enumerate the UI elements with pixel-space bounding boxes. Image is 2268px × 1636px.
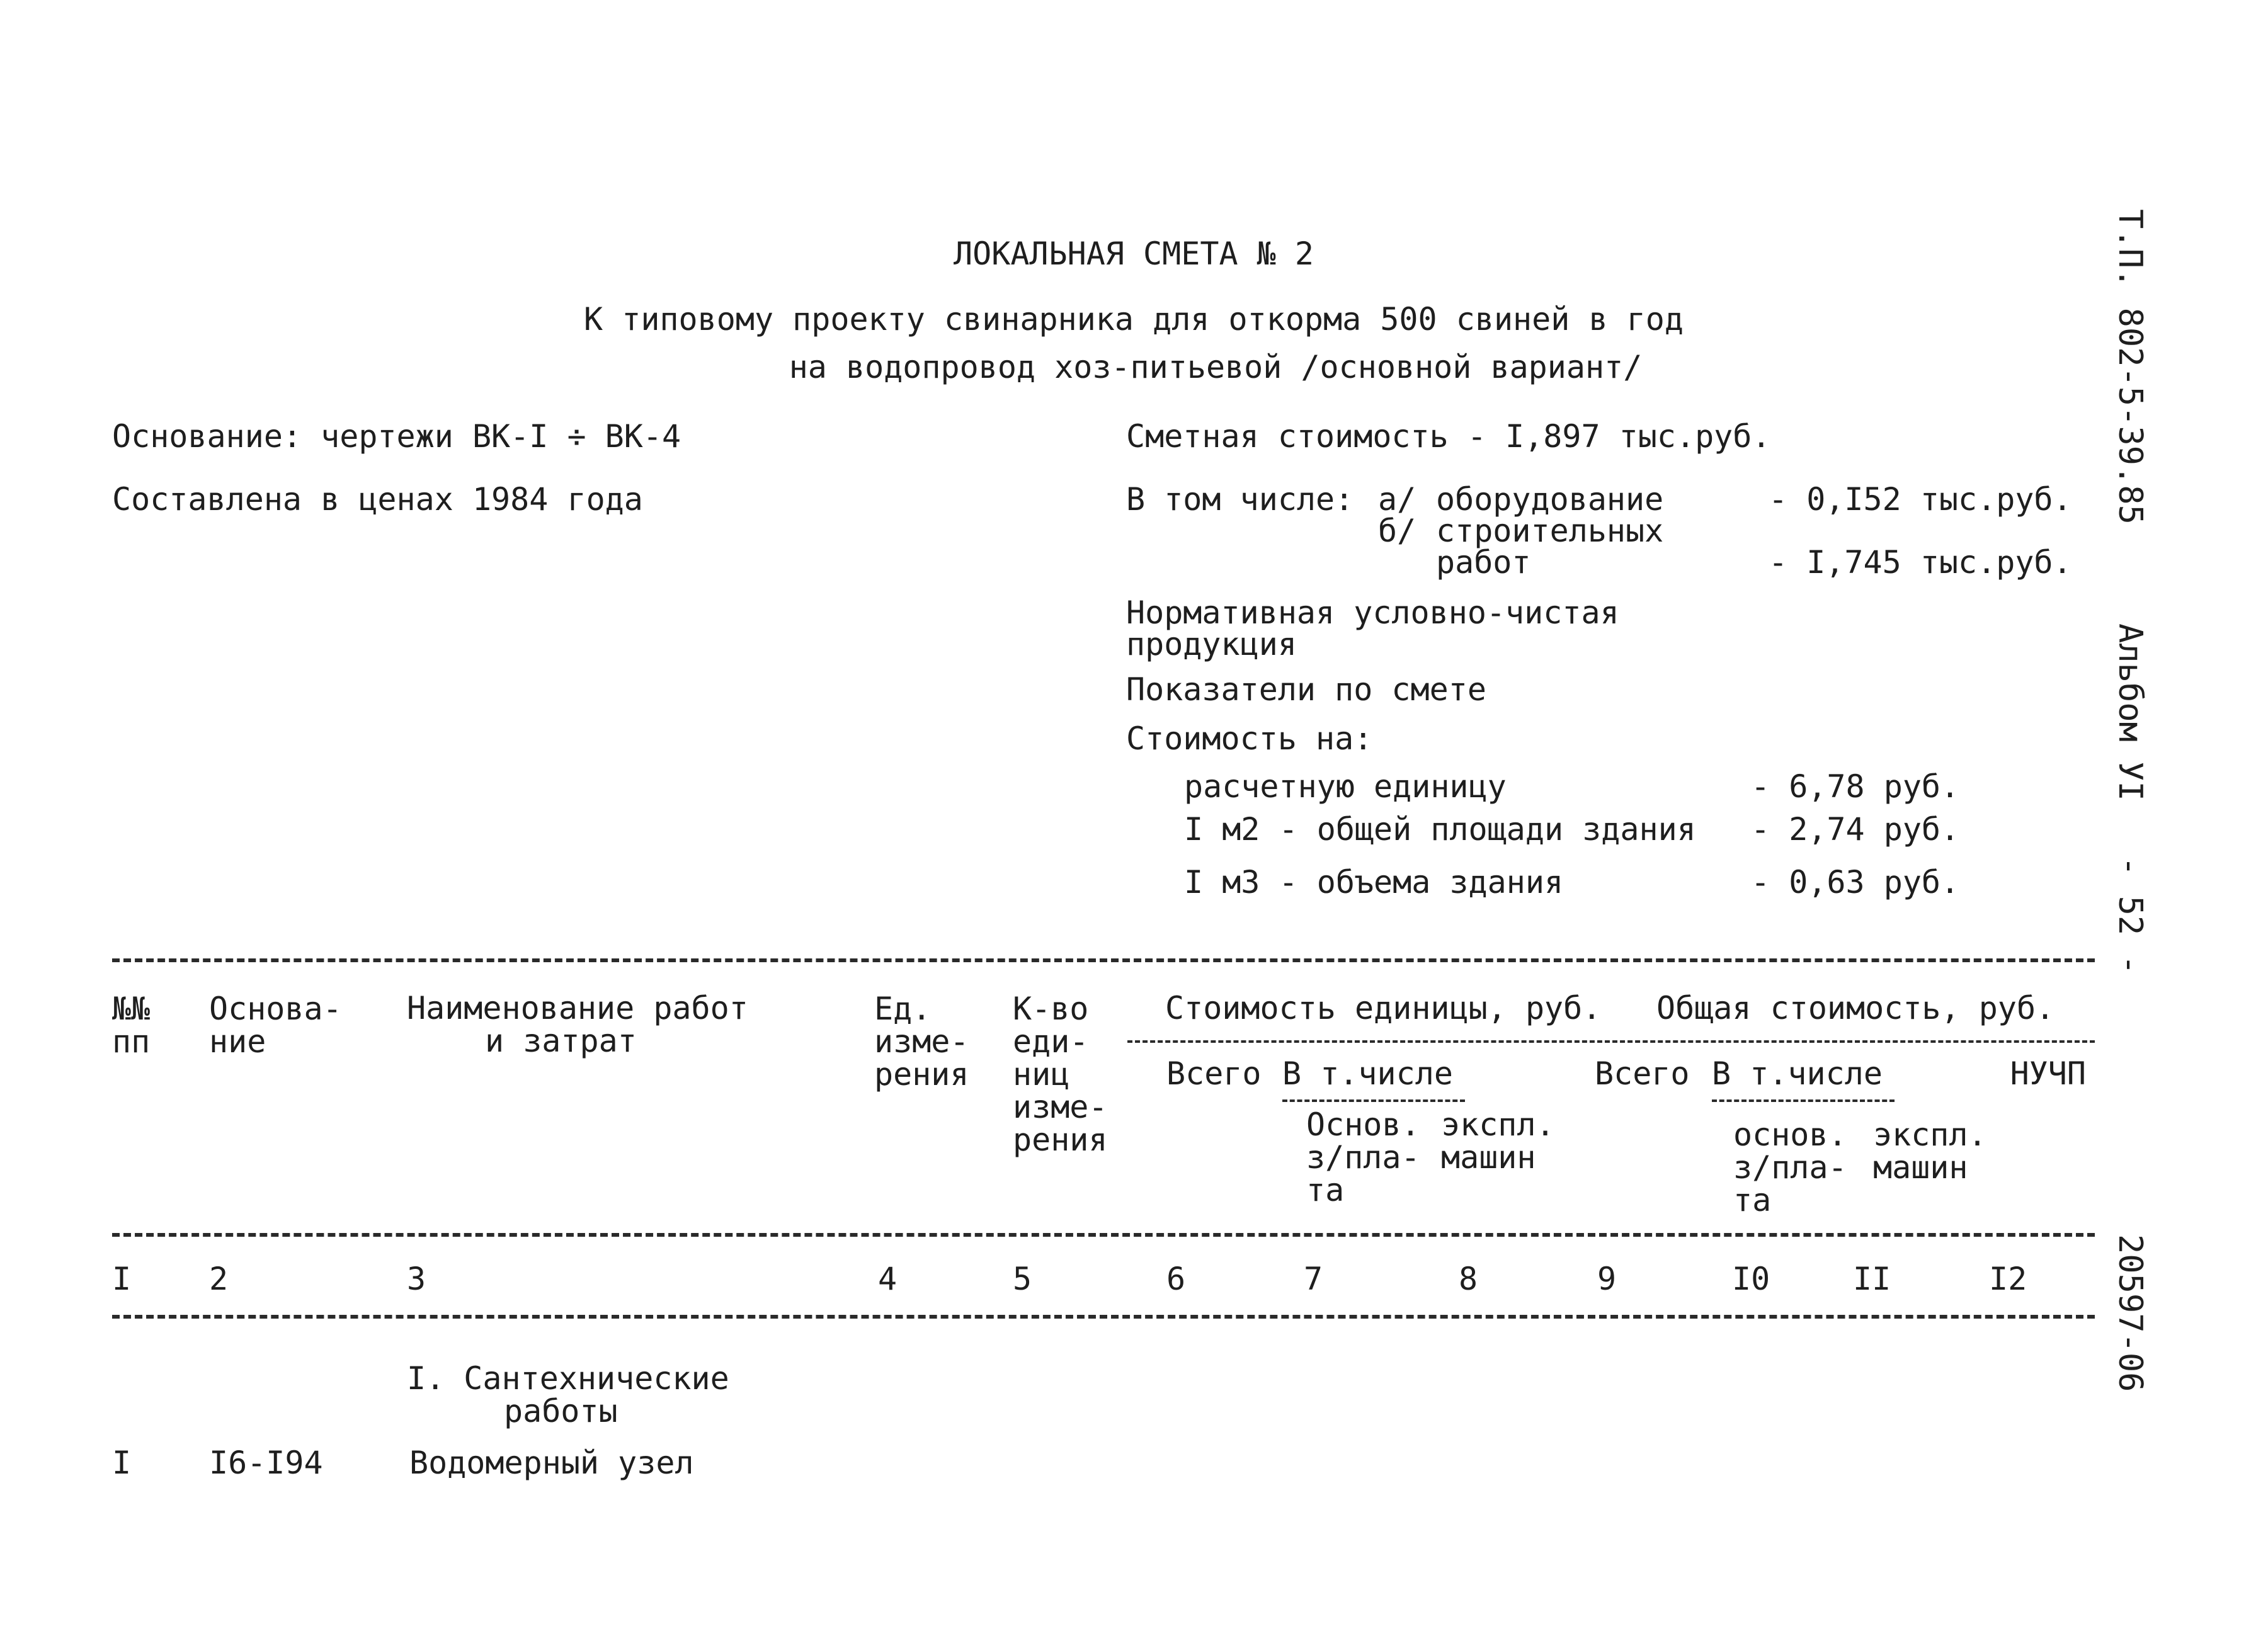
m2-cost-label: I м2 - общей площади здания <box>1184 811 1696 848</box>
col-number: 5 <box>1013 1261 1032 1297</box>
col-number: 2 <box>209 1261 229 1297</box>
row-basis: I6-I94 <box>209 1445 323 1481</box>
header-incl-1-rule <box>1282 1099 1465 1102</box>
normative-line2: продукция <box>1126 626 1297 662</box>
table-top-rule <box>112 958 2095 962</box>
normative-line1: Нормативная условно-чистая <box>1126 594 1619 631</box>
col-number: 3 <box>407 1261 426 1297</box>
doc-title: ЛОКАЛЬНАЯ СМЕТА № 2 <box>954 236 1314 272</box>
header-cost-split-rule <box>1127 1040 2095 1043</box>
item-b-label-line2: работ <box>1436 544 1531 581</box>
cost-on-line: Стоимость на: <box>1126 720 1373 757</box>
header-base-pay-1: Основ. з/пла- та <box>1306 1106 1420 1208</box>
indicators-line: Показатели по смете <box>1126 671 1486 708</box>
col-number: I <box>112 1261 132 1297</box>
col-number: 4 <box>878 1261 898 1297</box>
estimated-cost: Сметная стоимость - I,897 тыс.руб. <box>1126 418 1771 455</box>
col-number: I2 <box>1989 1261 2027 1297</box>
basis-line: Основание: чертежи ВК-I ÷ ВК-4 <box>112 418 681 455</box>
header-total-cost: Общая стоимость, руб. <box>1656 990 2055 1026</box>
header-basis: Основа- ние <box>209 991 342 1060</box>
header-incl-2: В т.числе <box>1712 1055 1883 1092</box>
section-title-line1: I. Сантехнические <box>407 1360 729 1397</box>
col-number: 8 <box>1459 1261 1478 1297</box>
m3-cost-value: - 0,63 руб. <box>1751 864 1960 900</box>
header-nuchp: НУЧП <box>2010 1055 2086 1092</box>
item-a-label: оборудование <box>1436 481 1664 518</box>
col-number: 7 <box>1304 1261 1323 1297</box>
item-a-prefix: а/ <box>1378 481 1416 518</box>
header-all-1: Всего <box>1166 1055 1262 1092</box>
col-numbers-bottom-rule <box>112 1315 2095 1319</box>
prices-line: Составлена в ценах 1984 года <box>112 481 643 518</box>
header-name-line2: и затрат <box>485 1023 637 1059</box>
unit-cost-label: расчетную единицу <box>1184 768 1507 805</box>
header-all-2: Всего <box>1595 1055 1690 1092</box>
unit-cost-value: - 6,78 руб. <box>1751 768 1960 805</box>
m2-cost-value: - 2,74 руб. <box>1751 811 1960 848</box>
header-unit-cost: Стоимость единицы, руб. <box>1165 990 1602 1026</box>
header-qty: К-во еди- ниц изме- рения <box>1013 991 1108 1158</box>
item-b-label-line1: строительных <box>1436 513 1664 549</box>
col-number: 6 <box>1166 1261 1186 1297</box>
row-name: Водомерный узел <box>409 1445 694 1481</box>
header-bottom-rule <box>112 1233 2095 1237</box>
header-num: №№ пп <box>112 991 151 1060</box>
inventory-number-stamp: 20597-06 <box>2111 1234 2149 1392</box>
header-unit: Ед. изме- рения <box>874 991 969 1093</box>
col-number: 9 <box>1597 1261 1617 1297</box>
item-b-prefix: б/ <box>1378 513 1416 549</box>
project-code-stamp: Т.П. 802-5-39.85 <box>2111 209 2149 525</box>
header-machines-2: экспл. машин <box>1873 1116 1987 1186</box>
col-number: II <box>1853 1261 1891 1297</box>
m3-cost-label: I м3 - объема здания <box>1184 864 1564 900</box>
header-machines-1: экспл. машин <box>1441 1106 1555 1176</box>
doc-subtitle-line2: на водопровод хоз-питьевой /основной вариант/ <box>789 349 1643 385</box>
col-number: I0 <box>1732 1261 1770 1297</box>
doc-subtitle-line1: К типовому проекту свинарника для откорма 500 свиней в год <box>584 301 1684 338</box>
section-title-line2: работы <box>504 1393 618 1429</box>
header-base-pay-2: основ. з/пла- та <box>1733 1116 1847 1218</box>
row-num: I <box>112 1445 132 1481</box>
incl-label: В том числе: <box>1126 481 1354 518</box>
album-stamp: Альбом УI <box>2111 623 2149 801</box>
item-b-value: - I,745 тыс.руб. <box>1769 544 2072 581</box>
page-number-stamp: - 52 - <box>2111 856 2149 975</box>
header-incl-2-rule <box>1712 1099 1895 1102</box>
item-a-value: - 0,I52 тыс.руб. <box>1769 481 2072 518</box>
header-name-line1: Наименование работ <box>407 990 748 1026</box>
header-incl-1: В т.числе <box>1282 1055 1453 1092</box>
